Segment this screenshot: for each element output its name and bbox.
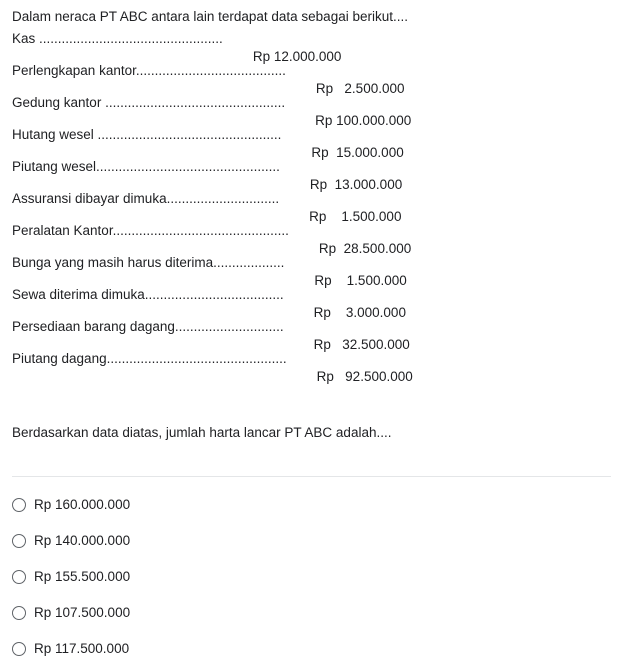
amount-value: 2.500.000 [344,81,405,96]
answer-option-label: Rp 107.500.000 [34,605,131,620]
amount-value: 92.500.000 [345,369,413,384]
currency-symbol: Rp [252,49,271,64]
data-item-row [12,190,611,222]
answer-option-label: Rp 140.000.000 [34,533,131,548]
currency-symbol: Rp [311,145,329,160]
radio-button-icon[interactable] [12,606,26,620]
currency-symbol: Rp [314,273,332,288]
currency-symbol: Rp [315,81,334,96]
amount-value: 15.000.000 [336,145,404,160]
data-item-label: Piutang wesel................................................. [12,159,280,174]
data-item-row [12,62,611,94]
data-item-label: Peralatan Kantor............................................... [12,223,289,238]
data-item-row [12,286,611,318]
data-item-label: Sewa diterima dimuka..................................... [12,287,284,302]
data-item-label: Piutang dagang................................................ [12,351,287,366]
currency-symbol: Rp [313,337,331,352]
answer-option[interactable] [12,631,611,667]
amount-value: 28.500.000 [343,241,412,256]
amount-value: 1.500.000 [346,273,407,288]
data-item-row [12,94,611,126]
amount-value: 12.000.000 [273,49,342,64]
radio-button-icon[interactable] [12,534,26,548]
data-items-list [12,30,611,382]
data-item-row [12,158,611,190]
currency-symbol: Rp [309,177,328,192]
data-item-label: Persediaan barang dagang............................. [12,319,284,334]
data-item-label: Kas ................................................. [12,31,223,46]
answer-option-label: Rp 117.500.000 [34,641,130,656]
data-item-label: Assuransi dibayar dimuka.............................. [12,191,280,206]
data-item-row [12,222,611,254]
answer-option-label: Rp 155.500.000 [34,569,131,584]
data-item-row [12,126,611,158]
radio-button-icon[interactable] [12,570,26,584]
answer-options-list [12,477,611,667]
answer-option[interactable] [12,523,611,559]
data-item-row [12,254,611,286]
data-item-row [12,318,611,350]
amount-value: 3.000.000 [345,305,406,320]
data-item-row [12,30,611,62]
amount-value: 1.500.000 [341,209,402,224]
currency-symbol: Rp [309,209,327,224]
answer-option[interactable] [12,595,611,631]
currency-symbol: Rp [315,113,333,128]
question-intro: Dalam neraca PT ABC antara lain terdapat data sebagai berikut.... [12,9,408,24]
data-item-label: Hutang wesel ................................................. [12,127,282,142]
radio-button-icon[interactable] [12,642,26,656]
amount-value: 100.000.000 [336,113,412,128]
answer-option-label: Rp 160.000.000 [34,497,131,512]
amount-value: 32.500.000 [342,337,410,352]
currency-symbol: Rp [316,369,334,384]
currency-symbol: Rp [318,241,337,256]
data-item-amount [287,350,413,404]
answer-option[interactable] [12,559,611,595]
amount-value: 13.000.000 [334,177,403,192]
data-item-label: Perlengkapan kantor........................................ [12,63,286,78]
data-item-label: Bunga yang masih harus diterima................... [12,255,285,270]
radio-button-icon[interactable] [12,498,26,512]
data-item-label: Gedung kantor ................................................ [12,95,286,110]
data-item-row [12,350,611,382]
question-text: Berdasarkan data diatas, jumlah harta lancar PT ABC adalah.... [12,425,392,440]
currency-symbol: Rp [313,305,331,320]
answer-option[interactable] [12,487,611,523]
